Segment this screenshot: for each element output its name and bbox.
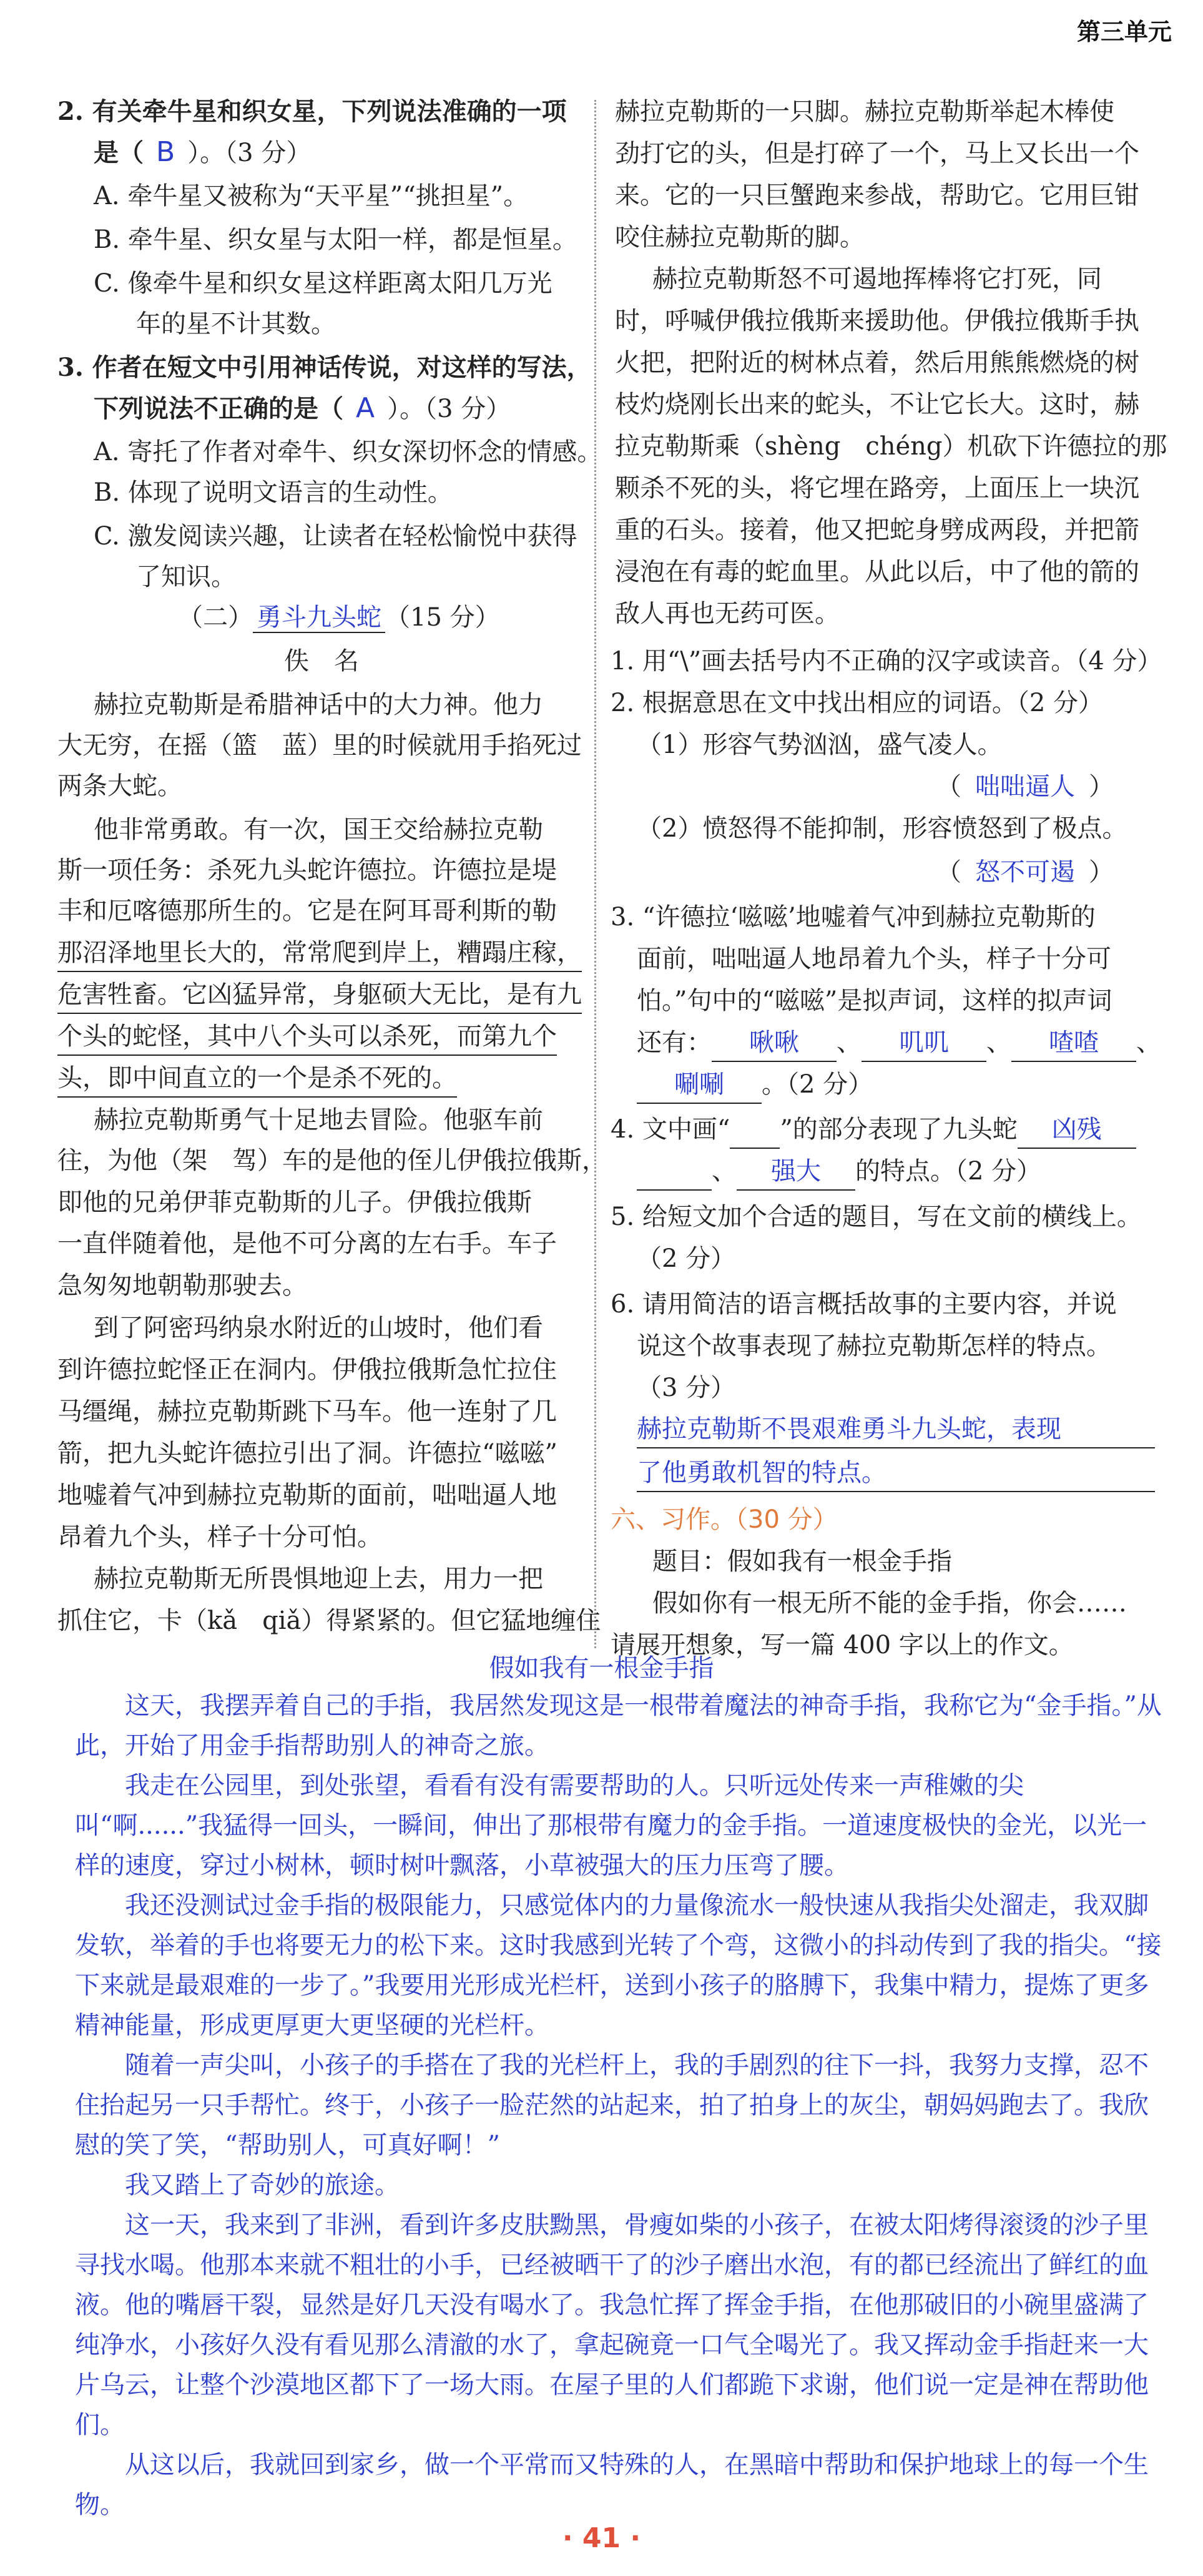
- passage-line: 赫拉克勒斯是希腊神话中的大力神。他力: [94, 691, 543, 719]
- rq6-answer1: 赫拉克勒斯不畏艰难勇斗九头蛇，表现: [637, 1411, 1155, 1448]
- q3-option-b: B. 体现了说明文语言的生动性。: [94, 478, 453, 507]
- paren-open: （: [936, 858, 961, 887]
- essay-body: [75, 1686, 1167, 2525]
- unit-label: 第三单元: [1076, 18, 1172, 46]
- part2-author: 佚 名: [284, 647, 359, 676]
- rq3-prefix: 还有：: [637, 1028, 712, 1057]
- separator: 、: [986, 1028, 1011, 1057]
- passage-line: 昂着九个头，样子十分可怕。: [57, 1523, 382, 1551]
- part6-prompt2: 请展开想象，写一篇 400 字以上的作文。: [611, 1631, 1074, 1659]
- q3-option-c1: C. 激发阅读兴趣，让读者在轻松愉悦中获得: [94, 522, 577, 551]
- passage-line: 两条大蛇。: [57, 772, 182, 800]
- separator: 、: [1136, 1028, 1161, 1057]
- passage-line: 急匆匆地朝勒那驶去。: [57, 1271, 307, 1300]
- passage-line: 赫拉克勒斯无所畏惧地迎上去，用力一把: [94, 1565, 543, 1593]
- passage-line: 赫拉克勒斯勇气十足地去冒险。他驱车前: [94, 1106, 543, 1134]
- rq4-line1: [611, 1111, 1136, 1149]
- passage-line: 往，为他（架 驾）车的是他的侄儿伊俄拉俄斯，: [57, 1146, 607, 1175]
- passage-line: 他非常勇敢。有一次，国王交给赫拉克勒: [94, 815, 543, 844]
- passage-line: 来。它的一只巨蟹跑来参战，帮助它。它用巨钳: [615, 181, 1139, 210]
- rq3-score: 。（2 分）: [762, 1070, 873, 1099]
- rq1: 1. 用“\”画去括号内不正确的汉字或读音。（4 分）: [611, 647, 1162, 676]
- part6-prompt1: 假如你有一根无所不能的金手指，你会……: [652, 1589, 1127, 1618]
- rq4-line2: [637, 1153, 1041, 1191]
- q3-line2: [94, 390, 511, 427]
- column-divider: [594, 100, 596, 1648]
- q2-option-c2: 年的星不计其数。: [136, 310, 336, 338]
- part6-topic: 题目：假如我有一根金手指: [652, 1547, 952, 1576]
- passage-line-underlined: 个头的蛇怪，其中八个头可以杀死，而第九个: [57, 1018, 557, 1056]
- part2-score: （15 分）: [385, 603, 500, 632]
- passage-line: 浸泡在有毒的蛇血里。从此以后，中了他的箭的: [615, 558, 1139, 586]
- essay-paragraph: 我还没测试过金手指的极限能力，只感觉体内的力量像流水一般快速从我指尖处溜走，我双脚发软，举着的手也将要无力的松下来。这时我感到光转了个弯，这微小的抖动传到了我的指尖。“接下来就是最艰难的一步了。”我要用光形成光栏杆，送到小孩子的胳膊下，我集中精力，提炼了更多精神能量，形成更厚更大更坚硬的光栏杆。: [75, 1891, 1162, 2040]
- q3-answer: A: [356, 392, 375, 424]
- essay-paragraph: 我又踏上了奇妙的旅途。: [75, 2171, 400, 2200]
- passage-line: 地嘘着气冲到赫拉克勒斯的面前，咄咄逼人地: [57, 1481, 557, 1510]
- passage-line: 敌人再也无药可医。: [615, 599, 840, 628]
- essay-paragraph: 这一天，我来到了非洲，看到许多皮肤黝黑，骨瘦如柴的小孩子，在被太阳烤得滚烫的沙子里寻找水喝。他那本来就不粗壮的小手，已经被晒干了的沙子磨出水泡，有的都已经流出了鲜红的血液。他的嘴唇干裂，显然是好几天没有喝水了。我急忙挥了挥金手指，在他那破旧的小碗里盛满了纯净水，小孩好久没有看见那么清澈的水了，拿起碗竟一口气全喝光了。我又挥动金手指赶来一大片乌云，让整个沙漠地区都下了一场大雨。在屋子里的人们都跪下求谢，他们说一定是神在帮助他们。: [75, 2211, 1149, 2439]
- part6-heading: 六、习作。（30 分）: [611, 1505, 838, 1534]
- passage-line: 一直伴随着他，是他不可分离的左右手。车子: [57, 1229, 557, 1258]
- rq3-answer: 喳喳: [1011, 1025, 1136, 1062]
- q3-pre: 下列说法不正确的是（: [94, 394, 343, 423]
- passage-line: 即他的兄弟伊菲克勒斯的儿子。伊俄拉俄斯: [57, 1188, 532, 1217]
- passage-line: 赫拉克勒斯怒不可遏地挥棒将它打死，同: [652, 265, 1102, 293]
- passage-line: 重的石头。接着，他又把蛇身劈成两段，并把箭: [615, 516, 1139, 544]
- passage-line: 颗杀不死的头，将它埋在路旁，上面压上一块沉: [615, 474, 1139, 503]
- passage-line: 马缰绳，赫拉克勒斯跳下马车。他一连射了几: [57, 1397, 557, 1426]
- q3-line1: 3. 作者在短文中引用神话传说，对这样的写法，: [57, 353, 592, 382]
- part2-title: 勇斗九头蛇: [253, 603, 385, 633]
- essay-paragraph: 我走在公园里，到处张望，看看有没有需要帮助的人。只听远处传来一声稚嫩的尖叫“啊......”我猛得一回头，一瞬间，伸出了那根带有魔力的金手指。一道速度极快的金光，以光一样的速度，穿过小树林，顿时树叶飘落，小草被强大的压力压弯了腰。: [75, 1771, 1147, 1880]
- rq2-sub2: （2）愤怒得不能抑制，形容愤怒到了极点。: [637, 814, 1127, 843]
- essay-paragraph: 随着一声尖叫，小孩子的手搭在了我的光栏杆上，我的手剧烈的往下一抖，我努力支撑，忍不住抬起另一只手帮忙。终于，小孩子一脸茫然的站起来，拍了拍身上的灰尘，朝妈妈跑去了。我欣慰的笑了笑，“帮助别人，可真好啊！”: [75, 2051, 1149, 2160]
- rq2-answer2: 怒不可遏: [975, 858, 1075, 887]
- passage-line: 火把，把附近的树林点着，然后用熊熊燃烧的树: [615, 348, 1139, 377]
- q2-line2: [94, 134, 311, 171]
- rq4-blank: [637, 1153, 712, 1191]
- rq2-answer1: 咄咄逼人: [975, 772, 1075, 801]
- passage-line-underlined: 危害牲畜。它凶猛异常，身躯硕大无比，是有九: [57, 976, 582, 1014]
- rq5-line2: （2 分）: [637, 1244, 736, 1273]
- passage-line: 斯一项任务：杀死九头蛇许德拉。许德拉是堤: [57, 856, 557, 885]
- passage-line: 枝灼烧刚长出来的蛇头，不让它长大。这时，赫: [615, 390, 1139, 419]
- rq6-line1: 6. 请用简洁的语言概括故事的主要内容，并说: [611, 1290, 1117, 1319]
- q3-option-c2: 了知识。: [136, 563, 236, 591]
- passage-line: 箭，把九头蛇许德拉引出了洞。许德拉“嗞嗞”: [57, 1439, 557, 1468]
- passage-line: 拉克勒斯乘（shèng chéng）机砍下许德拉的那: [615, 432, 1167, 461]
- q2-answer: B: [156, 136, 175, 168]
- passage-line: 大无穷，在摇（篮 蓝）里的时候就用手掐死过: [57, 731, 582, 760]
- passage-line: 时，呼喊伊俄拉俄斯来援助他。伊俄拉俄斯手执: [615, 307, 1139, 335]
- passage-line: 劲打它的头，但是打碎了一个，马上又长出一个: [615, 139, 1139, 168]
- rq2-sub1: （1）形容气势汹汹，盛气凌人。: [637, 730, 1003, 759]
- rq3-line3: 怕。”句中的“嗞嗞”是拟声词，这样的拟声词: [637, 986, 1112, 1015]
- rq3-answer: 唰唰: [637, 1066, 762, 1104]
- essay-paragraph: 从这以后，我就回到家乡，做一个平常而又特殊的人，在黑暗中帮助和保护地球上的每一个生物。: [75, 2451, 1149, 2519]
- rq3-line4: [637, 1025, 1161, 1062]
- passage-line: 赫拉克勒斯的一只脚。赫拉克勒斯举起木棒使: [615, 97, 1114, 126]
- passage-line: 丰和厄喀德那所生的。它是在阿耳哥利斯的勒: [57, 897, 557, 925]
- q2-post: ）。（3 分）: [187, 139, 312, 167]
- paren-close: ）: [1089, 858, 1114, 887]
- q3-post: ）。（3 分）: [387, 395, 511, 423]
- rq4-pre: 4. 文中画“: [611, 1115, 730, 1144]
- essay-paragraph: 这天，我摆弄着自己的手指，我居然发现这是一根带着魔法的神奇手指，我称它为“金手指。”从此，开始了用金手指帮助别人的神奇之旅。: [75, 1691, 1162, 1760]
- rq3-line1: 3. “许德拉‘嗞嗞’地嘘着气冲到赫拉克勒斯的: [611, 903, 1096, 932]
- passage-line-underlined: 那沼泽地里长大的，常常爬到岸上，糟蹋庄稼，: [57, 935, 582, 972]
- separator: 、: [837, 1028, 862, 1057]
- rq3-line5: [637, 1066, 873, 1104]
- rq6-line3: （3 分）: [637, 1374, 736, 1402]
- rq4-underline-sample: [730, 1111, 780, 1149]
- rq4-answer1: 凶残: [1018, 1111, 1136, 1149]
- rq4-post: 的特点。（2 分）: [855, 1157, 1042, 1186]
- q2-option-a: A. 牵牛星又被称为“天平星”“挑担星”。: [94, 182, 529, 210]
- rq6-answer2: 了他勇敢机智的特点。: [637, 1455, 1155, 1492]
- essay-title: 假如我有一根金手指: [489, 1654, 714, 1683]
- separator: 、: [712, 1157, 737, 1186]
- passage-line-underlined: 头，即中间直立的一个是杀不死的。: [57, 1060, 457, 1098]
- q2-option-b: B. 牵牛星、织女星与太阳一样，都是恒星。: [94, 225, 577, 254]
- part2-label: （二）: [178, 603, 253, 632]
- rq4-mid: ”的部分表现了九头蛇: [780, 1115, 1018, 1144]
- rq2-line1: 2. 根据意思在文中找出相应的词语。（2 分）: [611, 689, 1104, 717]
- passage-line: 到了阿密玛纳泉水附近的山坡时，他们看: [94, 1314, 543, 1342]
- rq2-answer1-row: [936, 769, 1114, 805]
- rq3-answer: 啾啾: [712, 1025, 837, 1062]
- paren-open: （: [936, 772, 961, 801]
- q2-pre: 是（: [94, 138, 144, 167]
- passage-line: 抓住它，卡（kǎ qiǎ）得紧紧的。但它猛地缠住: [57, 1606, 601, 1635]
- q2-line1: 2. 有关牵牛星和织女星，下列说法准确的一项: [57, 97, 567, 126]
- paren-close: ）: [1089, 772, 1114, 801]
- page-number: · 41 ·: [562, 2522, 641, 2554]
- rq3-line2: 面前，咄咄逼人地昂着九个头，样子十分可: [637, 945, 1111, 973]
- rq3-answer: 叽叽: [862, 1025, 986, 1062]
- part2-heading: [178, 599, 500, 636]
- q3-option-a: A. 寄托了作者对牵牛、织女深切怀念的情感。: [94, 438, 602, 466]
- rq4-answer2: 强大: [737, 1153, 855, 1191]
- rq6-line2: 说这个故事表现了赫拉克勒斯怎样的特点。: [637, 1332, 1111, 1360]
- passage-line: 到许德拉蛇怪正在洞内。伊俄拉俄斯急忙拉住: [57, 1355, 557, 1384]
- rq5-line1: 5. 给短文加个合适的题目，写在文前的横线上。: [611, 1202, 1142, 1231]
- passage-line: 咬住赫拉克勒斯的脚。: [615, 223, 865, 252]
- q2-option-c1: C. 像牵牛星和织女星这样距离太阳几万光: [94, 269, 552, 298]
- rq2-answer2-row: [936, 854, 1114, 890]
